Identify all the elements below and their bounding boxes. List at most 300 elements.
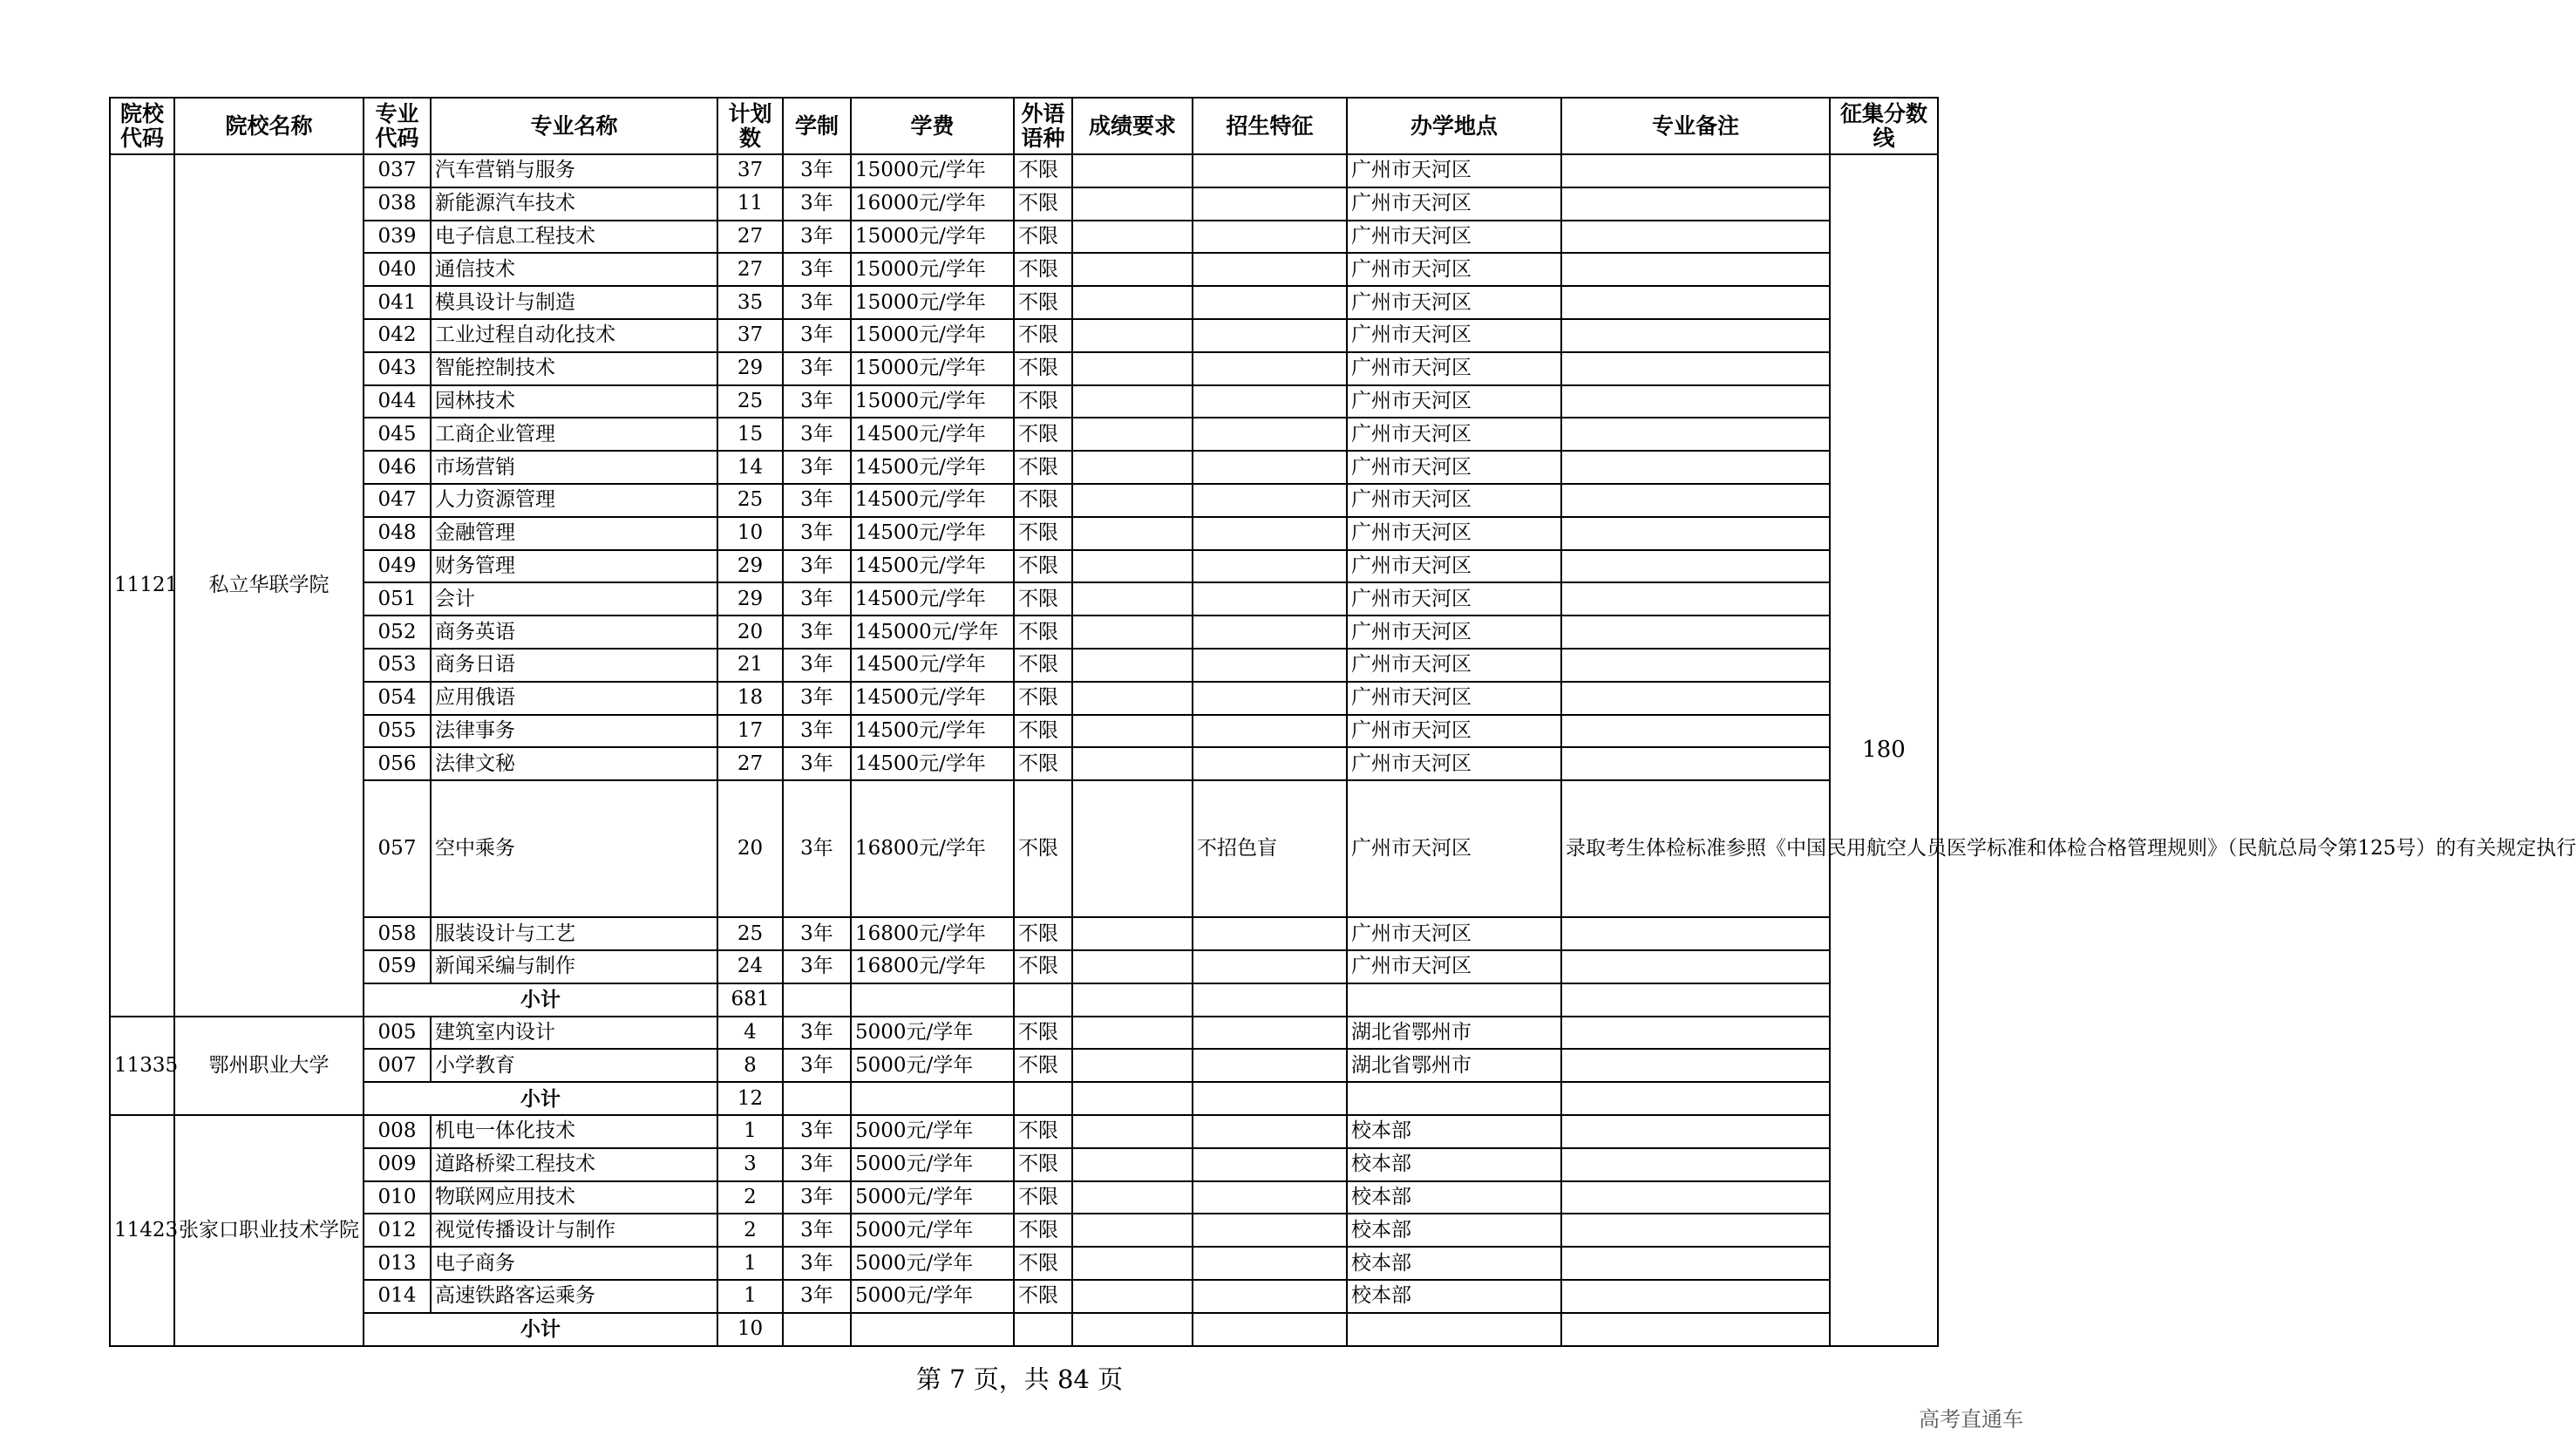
score-req-cell bbox=[1072, 352, 1193, 385]
feature-cell bbox=[1193, 319, 1347, 352]
tuition-cell: 5000元/学年 bbox=[851, 1017, 1014, 1050]
location-cell: 广州市天河区 bbox=[1347, 319, 1561, 352]
tuition-cell: 16800元/学年 bbox=[851, 780, 1014, 917]
years-cell: 3年 bbox=[783, 682, 851, 715]
subtotal-label: 小计 bbox=[364, 983, 717, 1017]
language-cell: 不限 bbox=[1014, 780, 1072, 917]
location-cell: 广州市天河区 bbox=[1347, 286, 1561, 319]
location-cell: 广州市天河区 bbox=[1347, 715, 1561, 748]
table-row bbox=[110, 1181, 1938, 1214]
header-major-name: 专业名称 bbox=[431, 98, 717, 154]
location-cell: 广州市天河区 bbox=[1347, 682, 1561, 715]
table-row bbox=[110, 917, 1938, 950]
table-row bbox=[110, 385, 1938, 418]
language-cell: 不限 bbox=[1014, 385, 1072, 418]
location-cell: 广州市天河区 bbox=[1347, 550, 1561, 583]
tuition-cell: 14500元/学年 bbox=[851, 715, 1014, 748]
major-name-cell: 物联网应用技术 bbox=[431, 1181, 717, 1214]
tuition-cell: 14500元/学年 bbox=[851, 682, 1014, 715]
tuition-cell: 15000元/学年 bbox=[851, 319, 1014, 352]
location-cell: 校本部 bbox=[1347, 1181, 1561, 1214]
language-cell: 不限 bbox=[1014, 352, 1072, 385]
feature-cell bbox=[1193, 1214, 1347, 1247]
empty-cell bbox=[1014, 983, 1072, 1017]
header-score-req: 成绩要求 bbox=[1072, 98, 1193, 154]
table-row bbox=[110, 418, 1938, 451]
score-req-cell bbox=[1072, 616, 1193, 649]
tuition-cell: 5000元/学年 bbox=[851, 1181, 1014, 1214]
plan-cell: 20 bbox=[717, 616, 783, 649]
remarks-cell bbox=[1561, 154, 1830, 187]
location-cell: 校本部 bbox=[1347, 1148, 1561, 1181]
subtotal-row bbox=[110, 1313, 1938, 1346]
location-cell: 广州市天河区 bbox=[1347, 187, 1561, 221]
table-row bbox=[110, 1115, 1938, 1148]
table-row bbox=[110, 187, 1938, 221]
years-cell: 3年 bbox=[783, 1181, 851, 1214]
language-cell: 不限 bbox=[1014, 154, 1072, 187]
feature-cell bbox=[1193, 1017, 1347, 1050]
years-cell: 3年 bbox=[783, 352, 851, 385]
feature-cell bbox=[1193, 517, 1347, 550]
location-cell: 湖北省鄂州市 bbox=[1347, 1049, 1561, 1082]
major-name-cell: 会计 bbox=[431, 582, 717, 616]
location-cell: 广州市天河区 bbox=[1347, 418, 1561, 451]
school-code-cell: 11423 bbox=[110, 1115, 174, 1346]
feature-cell bbox=[1193, 1148, 1347, 1181]
language-cell: 不限 bbox=[1014, 319, 1072, 352]
major-code-cell: 009 bbox=[364, 1148, 431, 1181]
score-req-cell bbox=[1072, 187, 1193, 221]
plan-cell: 35 bbox=[717, 286, 783, 319]
remarks-cell bbox=[1561, 1247, 1830, 1280]
feature-cell bbox=[1193, 582, 1347, 616]
tuition-cell: 15000元/学年 bbox=[851, 352, 1014, 385]
school-name-cell: 鄂州职业大学 bbox=[174, 1017, 364, 1115]
major-code-cell: 042 bbox=[364, 319, 431, 352]
plan-cell: 29 bbox=[717, 550, 783, 583]
years-cell: 3年 bbox=[783, 917, 851, 950]
major-name-cell: 通信技术 bbox=[431, 253, 717, 286]
years-cell: 3年 bbox=[783, 187, 851, 221]
feature-cell bbox=[1193, 747, 1347, 780]
major-code-cell: 043 bbox=[364, 352, 431, 385]
plan-cell: 2 bbox=[717, 1181, 783, 1214]
location-cell: 广州市天河区 bbox=[1347, 451, 1561, 484]
major-name-cell: 法律文秘 bbox=[431, 747, 717, 780]
tuition-cell: 14500元/学年 bbox=[851, 582, 1014, 616]
major-code-cell: 013 bbox=[364, 1247, 431, 1280]
feature-cell bbox=[1193, 950, 1347, 983]
remarks-cell bbox=[1561, 385, 1830, 418]
location-cell: 广州市天河区 bbox=[1347, 221, 1561, 254]
plan-cell: 25 bbox=[717, 917, 783, 950]
empty-cell bbox=[851, 983, 1014, 1017]
table-row bbox=[110, 484, 1938, 517]
table-row bbox=[110, 451, 1938, 484]
remarks-cell bbox=[1561, 1148, 1830, 1181]
score-req-cell bbox=[1072, 253, 1193, 286]
empty-cell bbox=[1014, 1313, 1072, 1346]
tuition-cell: 145000元/学年 bbox=[851, 616, 1014, 649]
plan-cell: 21 bbox=[717, 649, 783, 682]
language-cell: 不限 bbox=[1014, 1049, 1072, 1082]
tuition-cell: 14500元/学年 bbox=[851, 550, 1014, 583]
language-cell: 不限 bbox=[1014, 1214, 1072, 1247]
years-cell: 3年 bbox=[783, 1115, 851, 1148]
empty-cell bbox=[783, 1082, 851, 1115]
subtotal-value: 12 bbox=[717, 1082, 783, 1115]
plan-cell: 1 bbox=[717, 1115, 783, 1148]
language-cell: 不限 bbox=[1014, 1017, 1072, 1050]
major-code-cell: 040 bbox=[364, 253, 431, 286]
plan-cell: 14 bbox=[717, 451, 783, 484]
table-row bbox=[110, 649, 1938, 682]
score-req-cell bbox=[1072, 1148, 1193, 1181]
empty-cell bbox=[851, 1082, 1014, 1115]
header-cutoff: 征集分数线 bbox=[1830, 98, 1938, 154]
plan-cell: 1 bbox=[717, 1280, 783, 1313]
remarks-cell bbox=[1561, 352, 1830, 385]
feature-cell: 不招色盲 bbox=[1193, 780, 1347, 917]
location-cell: 广州市天河区 bbox=[1347, 154, 1561, 187]
empty-cell bbox=[1193, 1082, 1347, 1115]
remarks-cell bbox=[1561, 517, 1830, 550]
remarks-cell bbox=[1561, 950, 1830, 983]
table-row bbox=[110, 1148, 1938, 1181]
empty-cell bbox=[1347, 1082, 1561, 1115]
location-cell: 广州市天河区 bbox=[1347, 649, 1561, 682]
major-name-cell: 机电一体化技术 bbox=[431, 1115, 717, 1148]
table-row bbox=[110, 780, 1938, 917]
empty-cell bbox=[1072, 1082, 1193, 1115]
feature-cell bbox=[1193, 385, 1347, 418]
location-cell: 广州市天河区 bbox=[1347, 352, 1561, 385]
language-cell: 不限 bbox=[1014, 550, 1072, 583]
admissions-table bbox=[109, 97, 2576, 1347]
subtotal-label: 小计 bbox=[364, 1082, 717, 1115]
remarks-cell bbox=[1561, 187, 1830, 221]
empty-cell bbox=[1561, 1313, 1830, 1346]
score-req-cell bbox=[1072, 1115, 1193, 1148]
empty-cell bbox=[1561, 1082, 1830, 1115]
feature-cell bbox=[1193, 154, 1347, 187]
plan-cell: 1 bbox=[717, 1247, 783, 1280]
years-cell: 3年 bbox=[783, 1017, 851, 1050]
language-cell: 不限 bbox=[1014, 286, 1072, 319]
table-row bbox=[110, 253, 1938, 286]
major-name-cell: 新能源汽车技术 bbox=[431, 187, 717, 221]
tuition-cell: 5000元/学年 bbox=[851, 1148, 1014, 1181]
tuition-cell: 5000元/学年 bbox=[851, 1280, 1014, 1313]
plan-cell: 20 bbox=[717, 780, 783, 917]
remarks-cell bbox=[1561, 747, 1830, 780]
table-header-row bbox=[110, 98, 1938, 154]
header-school-name: 院校名称 bbox=[174, 98, 364, 154]
major-code-cell: 053 bbox=[364, 649, 431, 682]
location-cell: 广州市天河区 bbox=[1347, 917, 1561, 950]
major-name-cell: 模具设计与制造 bbox=[431, 286, 717, 319]
location-cell: 广州市天河区 bbox=[1347, 517, 1561, 550]
major-name-cell: 小学教育 bbox=[431, 1049, 717, 1082]
feature-cell bbox=[1193, 1247, 1347, 1280]
major-name-cell: 电子商务 bbox=[431, 1247, 717, 1280]
tuition-cell: 15000元/学年 bbox=[851, 286, 1014, 319]
major-name-cell: 人力资源管理 bbox=[431, 484, 717, 517]
major-name-cell: 空中乘务 bbox=[431, 780, 717, 917]
major-name-cell: 应用俄语 bbox=[431, 682, 717, 715]
score-req-cell bbox=[1072, 747, 1193, 780]
remarks-cell bbox=[1561, 582, 1830, 616]
major-code-cell: 059 bbox=[364, 950, 431, 983]
language-cell: 不限 bbox=[1014, 582, 1072, 616]
tuition-cell: 14500元/学年 bbox=[851, 517, 1014, 550]
remarks-cell bbox=[1561, 484, 1830, 517]
remarks-cell bbox=[1561, 1214, 1830, 1247]
feature-cell bbox=[1193, 286, 1347, 319]
language-cell: 不限 bbox=[1014, 715, 1072, 748]
table-row bbox=[110, 1017, 1938, 1050]
subtotal-label: 小计 bbox=[364, 1313, 717, 1346]
major-code-cell: 058 bbox=[364, 917, 431, 950]
major-name-cell: 金融管理 bbox=[431, 517, 717, 550]
years-cell: 3年 bbox=[783, 582, 851, 616]
language-cell: 不限 bbox=[1014, 917, 1072, 950]
score-req-cell bbox=[1072, 517, 1193, 550]
location-cell: 广州市天河区 bbox=[1347, 385, 1561, 418]
major-code-cell: 010 bbox=[364, 1181, 431, 1214]
plan-cell: 17 bbox=[717, 715, 783, 748]
major-code-cell: 045 bbox=[364, 418, 431, 451]
language-cell: 不限 bbox=[1014, 451, 1072, 484]
empty-cell bbox=[1347, 1313, 1561, 1346]
years-cell: 3年 bbox=[783, 1247, 851, 1280]
plan-cell: 37 bbox=[717, 154, 783, 187]
years-cell: 3年 bbox=[783, 780, 851, 917]
major-name-cell: 视觉传播设计与制作 bbox=[431, 1214, 717, 1247]
major-name-cell: 新闻采编与制作 bbox=[431, 950, 717, 983]
years-cell: 3年 bbox=[783, 550, 851, 583]
plan-cell: 37 bbox=[717, 319, 783, 352]
years-cell: 3年 bbox=[783, 484, 851, 517]
remarks-cell bbox=[1561, 649, 1830, 682]
table-row bbox=[110, 682, 1938, 715]
table-row bbox=[110, 352, 1938, 385]
major-name-cell: 商务英语 bbox=[431, 616, 717, 649]
major-code-cell: 047 bbox=[364, 484, 431, 517]
location-cell: 湖北省鄂州市 bbox=[1347, 1017, 1561, 1050]
page-footer: 第 7 页，共 84 页 bbox=[915, 1364, 1124, 1394]
major-name-cell: 财务管理 bbox=[431, 550, 717, 583]
table-row bbox=[110, 1247, 1938, 1280]
tuition-cell: 5000元/学年 bbox=[851, 1049, 1014, 1082]
remarks-cell bbox=[1561, 319, 1830, 352]
remarks-cell bbox=[1561, 715, 1830, 748]
feature-cell bbox=[1193, 649, 1347, 682]
remarks-cell bbox=[1561, 917, 1830, 950]
years-cell: 3年 bbox=[783, 1280, 851, 1313]
plan-cell: 3 bbox=[717, 1148, 783, 1181]
header-plan: 计划数 bbox=[717, 98, 783, 154]
major-name-cell: 商务日语 bbox=[431, 649, 717, 682]
language-cell: 不限 bbox=[1014, 221, 1072, 254]
tuition-cell: 16800元/学年 bbox=[851, 950, 1014, 983]
header-language: 外语语种 bbox=[1014, 98, 1072, 154]
major-name-cell: 市场营销 bbox=[431, 451, 717, 484]
major-name-cell: 高速铁路客运乘务 bbox=[431, 1280, 717, 1313]
school-name-cell: 张家口职业技术学院 bbox=[174, 1115, 364, 1346]
score-req-cell bbox=[1072, 385, 1193, 418]
score-req-cell bbox=[1072, 319, 1193, 352]
subtotal-row bbox=[110, 1082, 1938, 1115]
remarks-cell bbox=[1561, 253, 1830, 286]
location-cell: 广州市天河区 bbox=[1347, 484, 1561, 517]
score-req-cell bbox=[1072, 649, 1193, 682]
empty-cell bbox=[1193, 1313, 1347, 1346]
location-cell: 广州市天河区 bbox=[1347, 747, 1561, 780]
plan-cell: 24 bbox=[717, 950, 783, 983]
header-school-code: 院校代码 bbox=[110, 98, 174, 154]
language-cell: 不限 bbox=[1014, 517, 1072, 550]
tuition-cell: 16000元/学年 bbox=[851, 187, 1014, 221]
empty-cell bbox=[1072, 983, 1193, 1017]
years-cell: 3年 bbox=[783, 451, 851, 484]
score-req-cell bbox=[1072, 418, 1193, 451]
years-cell: 3年 bbox=[783, 715, 851, 748]
remarks-cell bbox=[1561, 418, 1830, 451]
major-code-cell: 008 bbox=[364, 1115, 431, 1148]
table-row bbox=[110, 221, 1938, 254]
empty-cell bbox=[1014, 1082, 1072, 1115]
header-major-code: 专业代码 bbox=[364, 98, 431, 154]
years-cell: 3年 bbox=[783, 286, 851, 319]
remarks-cell bbox=[1561, 616, 1830, 649]
header-years: 学制 bbox=[783, 98, 851, 154]
plan-cell: 25 bbox=[717, 385, 783, 418]
language-cell: 不限 bbox=[1014, 1148, 1072, 1181]
empty-cell bbox=[1561, 983, 1830, 1017]
major-code-cell: 057 bbox=[364, 780, 431, 917]
years-cell: 3年 bbox=[783, 319, 851, 352]
location-cell: 校本部 bbox=[1347, 1115, 1561, 1148]
tuition-cell: 14500元/学年 bbox=[851, 418, 1014, 451]
language-cell: 不限 bbox=[1014, 950, 1072, 983]
score-req-cell bbox=[1072, 154, 1193, 187]
language-cell: 不限 bbox=[1014, 1247, 1072, 1280]
feature-cell bbox=[1193, 187, 1347, 221]
plan-cell: 4 bbox=[717, 1017, 783, 1050]
major-code-cell: 046 bbox=[364, 451, 431, 484]
years-cell: 3年 bbox=[783, 154, 851, 187]
school-code-cell: 11335 bbox=[110, 1017, 174, 1115]
table-row bbox=[110, 1049, 1938, 1082]
school-name-cell: 私立华联学院 bbox=[174, 154, 364, 1017]
major-code-cell: 039 bbox=[364, 221, 431, 254]
feature-cell bbox=[1193, 418, 1347, 451]
header-features: 招生特征 bbox=[1193, 98, 1347, 154]
major-code-cell: 048 bbox=[364, 517, 431, 550]
score-req-cell bbox=[1072, 1049, 1193, 1082]
feature-cell bbox=[1193, 616, 1347, 649]
plan-cell: 27 bbox=[717, 221, 783, 254]
years-cell: 3年 bbox=[783, 747, 851, 780]
plan-cell: 27 bbox=[717, 253, 783, 286]
language-cell: 不限 bbox=[1014, 253, 1072, 286]
major-code-cell: 007 bbox=[364, 1049, 431, 1082]
major-code-cell: 055 bbox=[364, 715, 431, 748]
location-cell: 广州市天河区 bbox=[1347, 253, 1561, 286]
feature-cell bbox=[1193, 1115, 1347, 1148]
table-row bbox=[110, 950, 1938, 983]
remarks-cell bbox=[1561, 1181, 1830, 1214]
table-row bbox=[110, 286, 1938, 319]
remarks-cell bbox=[1561, 1049, 1830, 1082]
school-code-cell: 11121 bbox=[110, 154, 174, 1017]
major-code-cell: 051 bbox=[364, 582, 431, 616]
plan-cell: 10 bbox=[717, 517, 783, 550]
major-name-cell: 电子信息工程技术 bbox=[431, 221, 717, 254]
major-code-cell: 038 bbox=[364, 187, 431, 221]
major-code-cell: 005 bbox=[364, 1017, 431, 1050]
feature-cell bbox=[1193, 715, 1347, 748]
score-req-cell bbox=[1072, 682, 1193, 715]
cutoff-score-cell: 180 bbox=[1830, 154, 1938, 1346]
location-cell: 校本部 bbox=[1347, 1214, 1561, 1247]
remarks-cell bbox=[1561, 1115, 1830, 1148]
score-req-cell bbox=[1072, 484, 1193, 517]
remarks-cell bbox=[1561, 1017, 1830, 1050]
plan-cell: 8 bbox=[717, 1049, 783, 1082]
plan-cell: 29 bbox=[717, 582, 783, 616]
plan-cell: 11 bbox=[717, 187, 783, 221]
location-cell: 广州市天河区 bbox=[1347, 616, 1561, 649]
years-cell: 3年 bbox=[783, 221, 851, 254]
feature-cell bbox=[1193, 682, 1347, 715]
tuition-cell: 15000元/学年 bbox=[851, 253, 1014, 286]
years-cell: 3年 bbox=[783, 649, 851, 682]
score-req-cell bbox=[1072, 221, 1193, 254]
tuition-cell: 5000元/学年 bbox=[851, 1214, 1014, 1247]
score-req-cell bbox=[1072, 451, 1193, 484]
years-cell: 3年 bbox=[783, 616, 851, 649]
table-row bbox=[110, 550, 1938, 583]
feature-cell bbox=[1193, 253, 1347, 286]
header-tuition: 学费 bbox=[851, 98, 1014, 154]
tuition-cell: 5000元/学年 bbox=[851, 1115, 1014, 1148]
plan-cell: 2 bbox=[717, 1214, 783, 1247]
empty-cell bbox=[1347, 983, 1561, 1017]
table-row bbox=[110, 747, 1938, 780]
table-row bbox=[110, 1280, 1938, 1313]
table-row bbox=[110, 1214, 1938, 1247]
feature-cell bbox=[1193, 550, 1347, 583]
feature-cell bbox=[1193, 1280, 1347, 1313]
header-location: 办学地点 bbox=[1347, 98, 1561, 154]
remarks-cell: 录取考生体检标准参照《中国民用航空人员医学标准和体检合格管理规则》（民航总局令第125号）的有关规定执行 bbox=[1561, 780, 1830, 917]
score-req-cell bbox=[1072, 917, 1193, 950]
years-cell: 3年 bbox=[783, 1214, 851, 1247]
score-req-cell bbox=[1072, 950, 1193, 983]
major-name-cell: 建筑室内设计 bbox=[431, 1017, 717, 1050]
plan-cell: 25 bbox=[717, 484, 783, 517]
header-remarks: 专业备注 bbox=[1561, 98, 1830, 154]
empty-cell bbox=[1072, 1313, 1193, 1346]
remarks-cell bbox=[1561, 221, 1830, 254]
major-code-cell: 044 bbox=[364, 385, 431, 418]
tuition-cell: 15000元/学年 bbox=[851, 221, 1014, 254]
score-req-cell bbox=[1072, 582, 1193, 616]
major-name-cell: 智能控制技术 bbox=[431, 352, 717, 385]
